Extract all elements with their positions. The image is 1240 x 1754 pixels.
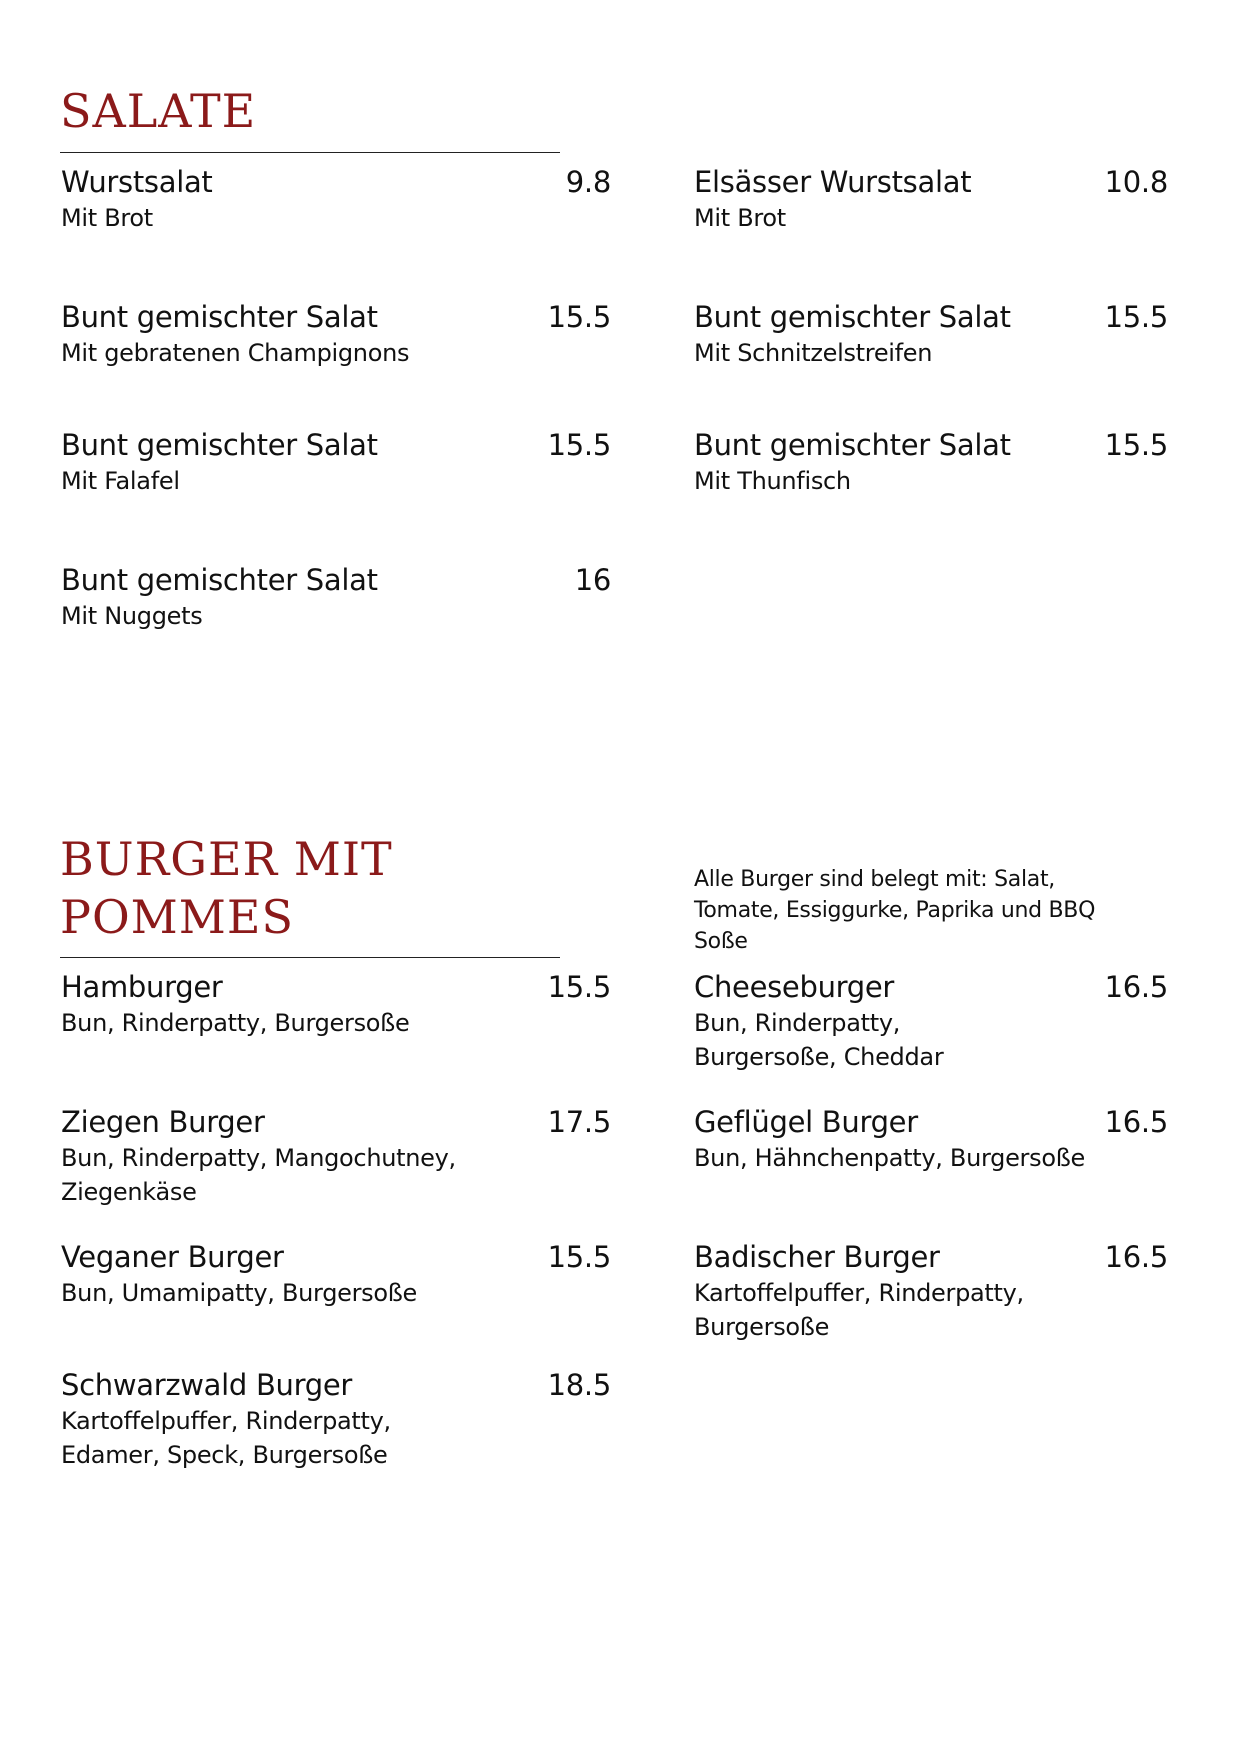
item-price: 15.5 — [547, 1240, 611, 1274]
item-price: 10.8 — [1104, 165, 1168, 199]
item-name: Elsässer Wurstsalat — [694, 165, 972, 199]
menu-item-ziegen-burger — [61, 1104, 611, 1209]
item-name: Bunt gemischter Salat — [61, 563, 378, 597]
burger-toppings-note: Alle Burger sind belegt mit: Salat, Tomate, Essiggurke, Paprika und BBQ Soße — [694, 867, 1096, 954]
item-name: Bunt gemischter Salat — [694, 300, 1011, 334]
item-price: 15.5 — [547, 970, 611, 1004]
item-name: Badischer Burger — [694, 1240, 940, 1274]
item-name: Bunt gemischter Salat — [61, 428, 378, 462]
section-divider-burger — [60, 957, 560, 958]
menu-item-hamburger — [61, 969, 611, 1040]
item-description: Bun, Rinderpatty, Mangochutney, Ziegenkäse — [61, 1144, 456, 1206]
item-description: Kartoffelpuffer, Rinderpatty, Burgersoße — [694, 1279, 1024, 1341]
menu-item-salat-schnitzelstreifen — [694, 299, 1168, 370]
item-name: Bunt gemischter Salat — [61, 300, 378, 334]
item-price: 16.5 — [1104, 1240, 1168, 1274]
item-name: Schwarzwald Burger — [61, 1368, 353, 1402]
section-title-burger — [60, 830, 393, 946]
menu-item-veganer-burger — [61, 1239, 611, 1310]
item-name: Ziegen Burger — [61, 1105, 265, 1139]
item-description: Bun, Rinderpatty, Burgersoße, Cheddar — [694, 1009, 944, 1071]
item-name: Veganer Burger — [61, 1240, 284, 1274]
item-price: 16.5 — [1104, 1105, 1168, 1139]
menu-item-elsaesser-wurstsalat — [694, 164, 1168, 235]
menu-item-gefluegel-burger — [694, 1104, 1168, 1175]
menu-item-wurstsalat — [61, 164, 611, 235]
item-name: Hamburger — [61, 970, 223, 1004]
section-title-salate: SALATE — [60, 84, 257, 138]
item-name: Bunt gemischter Salat — [694, 428, 1011, 462]
menu-item-salat-thunfisch — [694, 427, 1168, 498]
item-price: 9.8 — [565, 165, 611, 199]
item-price: 18.5 — [547, 1368, 611, 1402]
item-name: Wurstsalat — [61, 165, 213, 199]
section-title-line: BURGER MIT — [60, 832, 393, 886]
menu-item-cheeseburger — [694, 969, 1168, 1074]
item-price: 15.5 — [547, 428, 611, 462]
item-name: Cheeseburger — [694, 970, 895, 1004]
item-description: Mit Thunfisch — [694, 467, 851, 495]
item-description: Mit gebratenen Champignons — [61, 339, 410, 367]
item-description: Mit Schnitzelstreifen — [694, 339, 933, 367]
section-title-line: POMMES — [60, 890, 294, 944]
menu-item-salat-champignons — [61, 299, 611, 370]
item-price: 16.5 — [1104, 970, 1168, 1004]
item-description: Mit Brot — [61, 204, 153, 232]
menu-item-schwarzwald-burger — [61, 1367, 611, 1472]
item-description: Bun, Umamipatty, Burgersoße — [61, 1279, 418, 1307]
item-price: 15.5 — [1104, 428, 1168, 462]
item-name: Geflügel Burger — [694, 1105, 918, 1139]
item-price: 15.5 — [547, 300, 611, 334]
item-price: 16 — [574, 563, 611, 597]
item-description: Mit Falafel — [61, 467, 180, 495]
item-description: Bun, Hähnchenpatty, Burgersoße — [694, 1144, 1085, 1172]
item-description: Bun, Rinderpatty, Burgersoße — [61, 1009, 410, 1037]
item-price: 17.5 — [547, 1105, 611, 1139]
item-description: Kartoffelpuffer, Rinderpatty, Edamer, Speck, Burgersoße — [61, 1407, 391, 1469]
menu-item-salat-falafel — [61, 427, 611, 498]
item-price: 15.5 — [1104, 300, 1168, 334]
section-divider-salate — [60, 152, 560, 153]
menu-item-badischer-burger — [694, 1239, 1168, 1344]
item-description: Mit Nuggets — [61, 602, 203, 630]
item-description: Mit Brot — [694, 204, 786, 232]
menu-item-salat-nuggets — [61, 562, 611, 633]
